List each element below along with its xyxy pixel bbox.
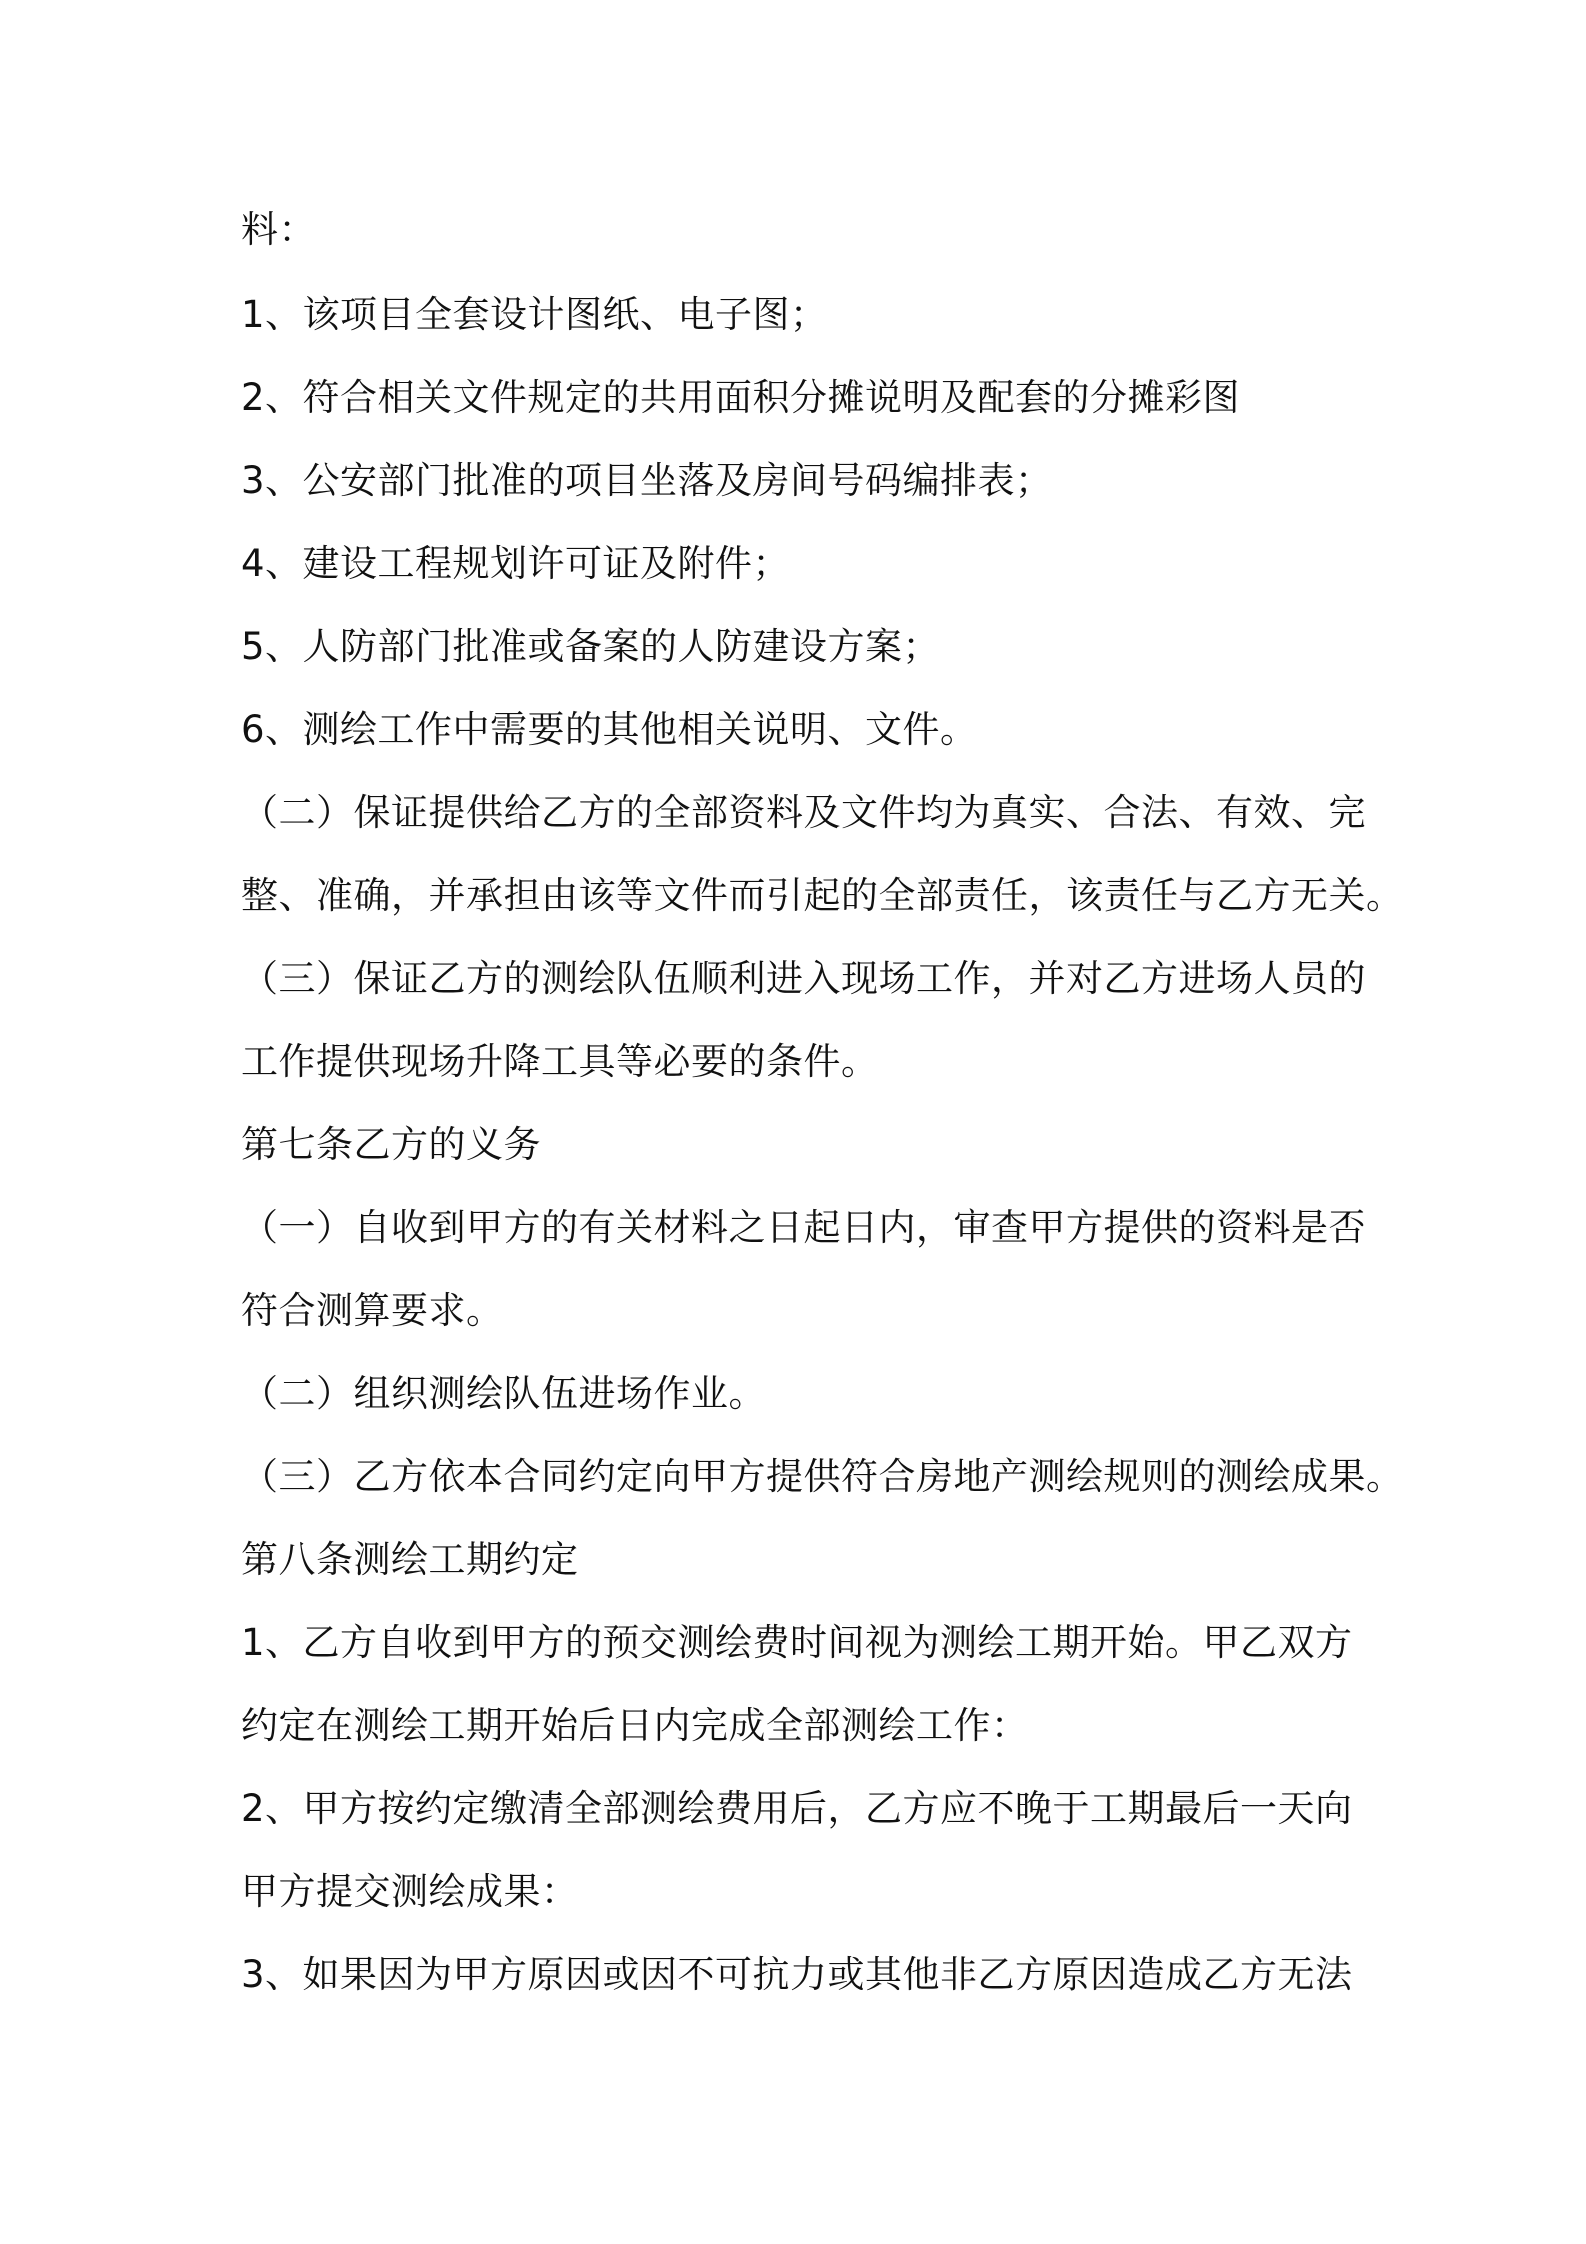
article-8-item-1-line-2: 约定在测绘工期开始后日内完成全部测绘工作： <box>241 1704 1029 1747</box>
list-item-4: 4、建设工程规划许可证及附件； <box>241 542 791 585</box>
clause-2-line-1: （二）保证提供给乙方的全部资料及文件均为真实、合法、有效、完 <box>241 791 1366 834</box>
article-7-item-3: （三）乙方依本合同约定向甲方提供符合房地产测绘规则的测绘成果。 <box>241 1455 1404 1498</box>
article-8-item-2-line-2: 甲方提交测绘成果： <box>241 1870 579 1913</box>
list-item-6: 6、测绘工作中需要的其他相关说明、文件。 <box>241 708 978 751</box>
clause-3-line-2: 工作提供现场升降工具等必要的条件。 <box>241 1040 879 1083</box>
list-item-5: 5、人防部门批准或备案的人防建设方案； <box>241 625 941 668</box>
article-7-heading: 第七条乙方的义务 <box>241 1123 541 1166</box>
list-item-2: 2、符合相关文件规定的共用面积分摊说明及配套的分摊彩图 <box>241 376 1241 419</box>
article-8-item-1-line-1: 1、乙方自收到甲方的预交测绘费时间视为测绘工期开始。甲乙双方 <box>241 1621 1353 1664</box>
text-line-materials: 料： <box>241 208 316 251</box>
article-7-item-1-line-1: （一）自收到甲方的有关材料之日起日内，审查甲方提供的资料是否 <box>241 1206 1366 1249</box>
article-7-item-2: （二）组织测绘队伍进场作业。 <box>241 1372 766 1415</box>
article-8-item-3-line-1: 3、如果因为甲方原因或因不可抗力或其他非乙方原因造成乙方无法 <box>241 1953 1353 1996</box>
clause-2-line-2: 整、准确，并承担由该等文件而引起的全部责任，该责任与乙方无关。 <box>241 874 1404 917</box>
article-8-heading: 第八条测绘工期约定 <box>241 1538 579 1581</box>
article-7-item-1-line-2: 符合测算要求。 <box>241 1289 504 1332</box>
list-item-1: 1、该项目全套设计图纸、电子图； <box>241 293 828 336</box>
list-item-3: 3、公安部门批准的项目坐落及房间号码编排表； <box>241 459 1053 502</box>
article-8-item-2-line-1: 2、甲方按约定缴清全部测绘费用后，乙方应不晚于工期最后一天向 <box>241 1787 1353 1830</box>
clause-3-line-1: （三）保证乙方的测绘队伍顺利进入现场工作，并对乙方进场人员的 <box>241 957 1366 1000</box>
